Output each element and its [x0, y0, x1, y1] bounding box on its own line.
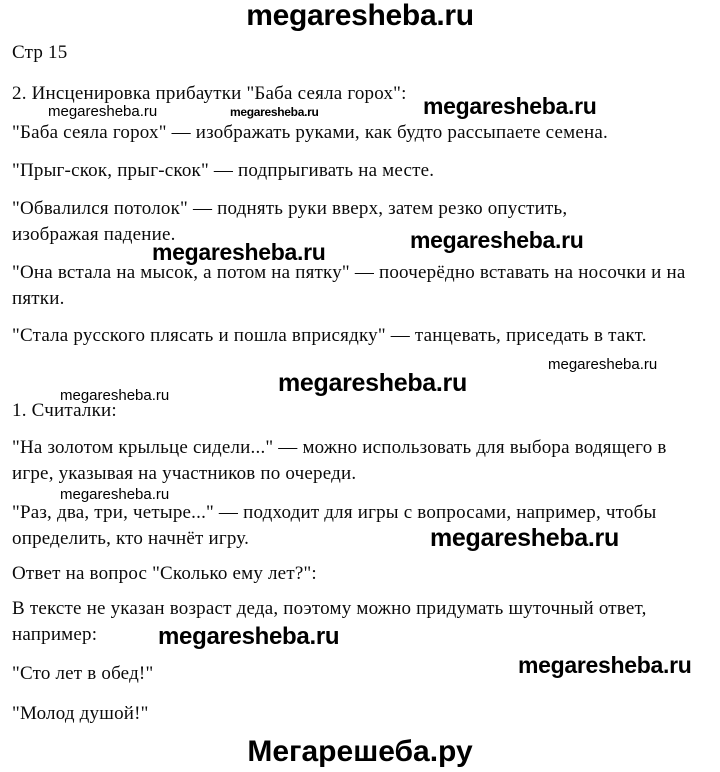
- watermark-small-4: megaresheba.ru: [60, 387, 170, 404]
- section-1-heading: 1. Считалки:: [12, 400, 117, 421]
- watermark-bold-5: megaresheba.ru: [430, 524, 619, 552]
- section-2-heading: 2. Инсценировка прибаутки "Баба сеяла горох":: [12, 83, 407, 104]
- watermark-bold-4: megaresheba.ru: [278, 369, 467, 397]
- watermark-bold-6: megaresheba.ru: [158, 623, 340, 650]
- watermark-small-1: megaresheba.ru: [48, 103, 158, 120]
- watermark-small-3: megaresheba.ru: [548, 356, 658, 373]
- paragraph-pryg-skok: "Прыг-скок, прыг-скок" — подпрыгивать на месте.: [12, 160, 435, 181]
- watermark-header: megaresheba.ru: [246, 0, 474, 32]
- watermark-small-2: megaresheba.ru: [230, 105, 319, 119]
- watermark-bold-3: megaresheba.ru: [410, 227, 584, 253]
- watermark-bold-1: megaresheba.ru: [423, 93, 597, 119]
- watermark-bold-7: megaresheba.ru: [518, 652, 692, 678]
- paragraph-sto-let: "Сто лет в обед!": [12, 663, 154, 684]
- paragraph-raz-dva: "Раз, два, три, четыре..." — подходит для игры с вопросами, например, чтобы определить, кто начнёт игру.: [12, 502, 657, 549]
- paragraph-na-zolotom: "На золотом крыльце сидели..." — можно использовать для выбора водящего в игре, указывая на участников по очереди.: [12, 437, 667, 484]
- paragraph-otvet-na-vopros: Ответ на вопрос "Сколько ему лет?":: [12, 563, 317, 584]
- paragraph-v-tekste: В тексте не указан возраст деда, поэтому можно придумать шуточный ответ, например:: [12, 598, 647, 645]
- footer-brand: Мегарешеба.ру: [247, 735, 473, 768]
- paragraph-ona-vstala: "Она встала на мысок, а потом на пятку" — поочерёдно вставать на носочки и на пятки.: [12, 262, 686, 309]
- paragraph-baba-seyala: "Баба сеяла горох" — изображать руками, как будто рассыпаете семена.: [12, 122, 608, 143]
- watermark-bold-2: megaresheba.ru: [152, 239, 326, 265]
- paragraph-obvalilsya: "Обвалился потолок" — поднять руки вверх, затем резко опустить, изображая падение.: [12, 198, 568, 245]
- paragraph-stala-russkogo: "Стала русского плясать и пошла вприсядку" — танцевать, приседать в такт.: [12, 325, 647, 346]
- paragraph-molod-dushoy: "Молод душой!": [12, 703, 149, 724]
- page-number: Стр 15: [12, 42, 68, 63]
- watermark-small-5: megaresheba.ru: [60, 486, 170, 503]
